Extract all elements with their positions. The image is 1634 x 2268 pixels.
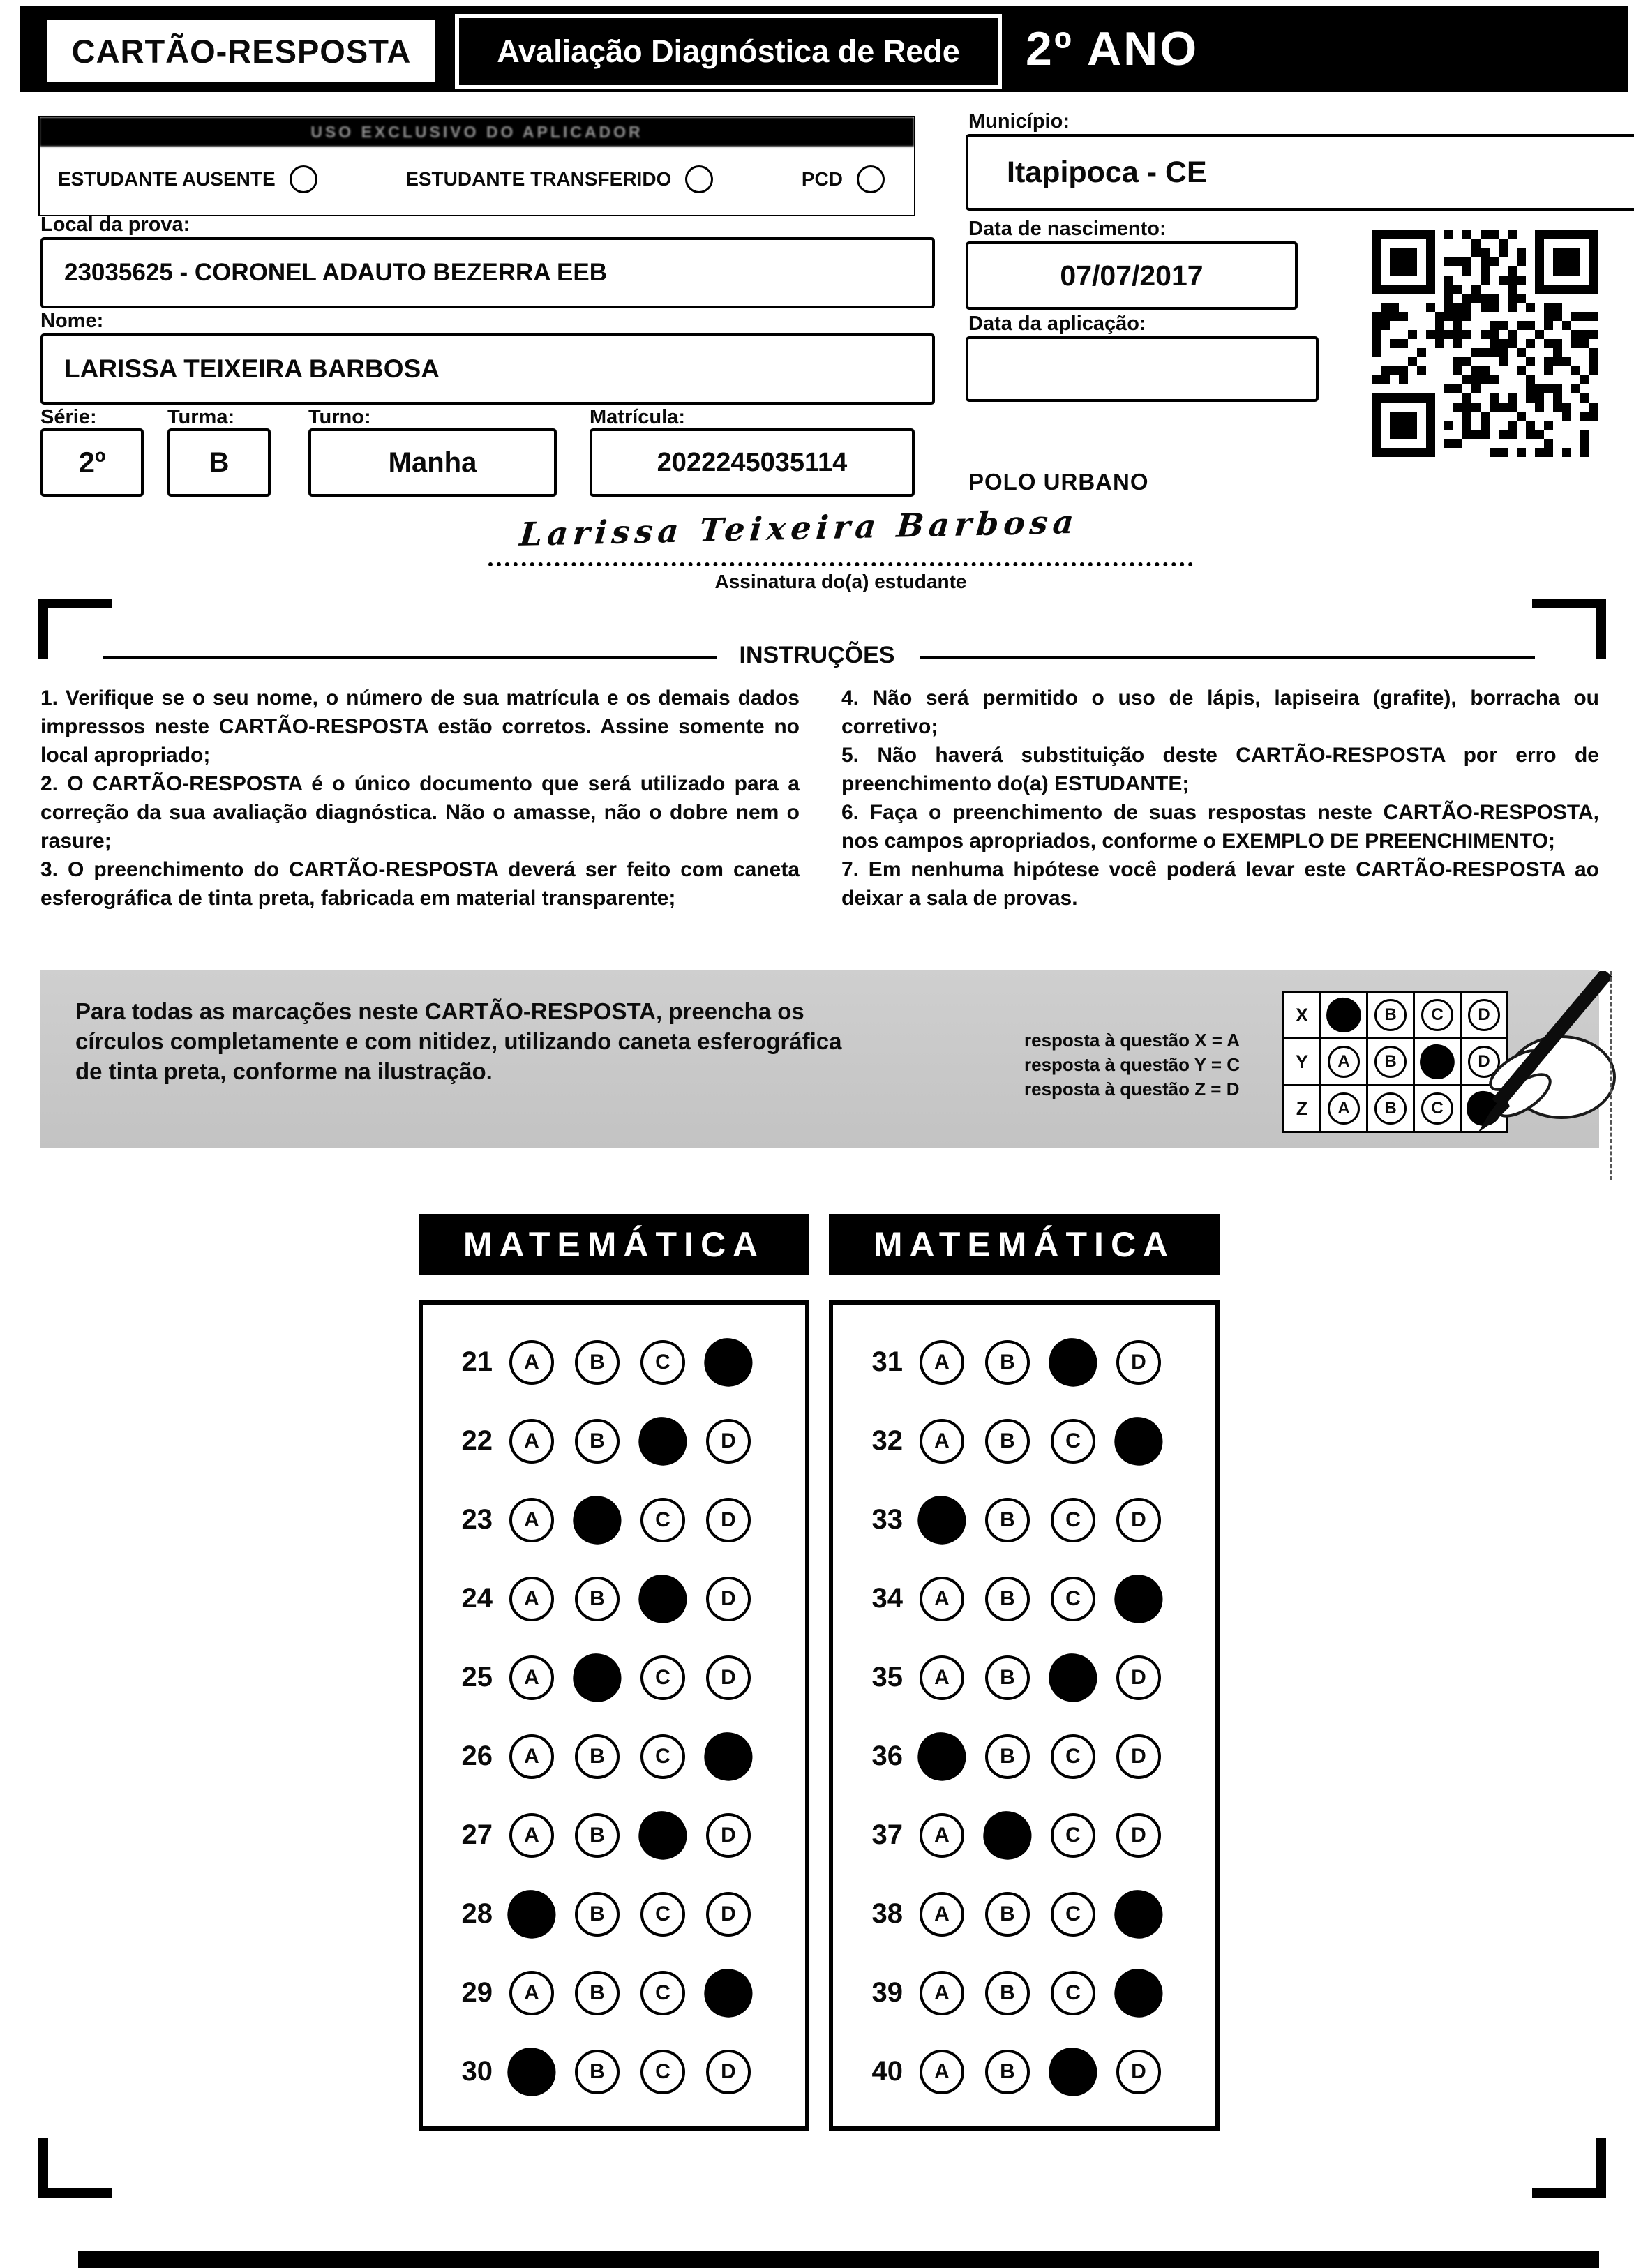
answer-bubble-29-A[interactable]: A xyxy=(509,1971,554,2015)
answer-bubble-30-C[interactable]: C xyxy=(640,2050,685,2094)
answer-bubble-40-B[interactable]: B xyxy=(985,2050,1030,2094)
answer-bubble-36-A[interactable] xyxy=(914,1729,969,1784)
question-row-21 xyxy=(423,1323,805,1402)
answer-bubble-25-B[interactable] xyxy=(569,1650,624,1705)
question-number: 24 xyxy=(461,1583,493,1614)
example-bubble-Z-B: B xyxy=(1374,1092,1407,1125)
answer-bubble-38-B[interactable]: B xyxy=(985,1892,1030,1937)
question-number: 35 xyxy=(871,1662,903,1692)
question-number: 26 xyxy=(461,1741,493,1771)
answer-bubble-26-B[interactable]: B xyxy=(575,1734,620,1779)
qr-code xyxy=(1372,230,1598,457)
answer-bubble-28-D[interactable]: D xyxy=(706,1892,751,1937)
data-aplicacao-label: Data da aplicação: xyxy=(968,313,1146,335)
question-number: 30 xyxy=(461,2056,493,2087)
answer-bubble-33-A[interactable] xyxy=(914,1492,969,1547)
answer-bubble-30-A[interactable] xyxy=(504,2044,559,2099)
question-number: 23 xyxy=(461,1504,493,1535)
matricula-label: Matrícula: xyxy=(590,406,685,428)
question-row-26 xyxy=(423,1717,805,1796)
instruction-item: 3. O preenchimento do CARTÃO-RESPOSTA deverá ser feito com caneta esferográfica de tinta preta, fabricada em material transparente; xyxy=(40,858,800,910)
answer-bubble-23-A[interactable]: A xyxy=(509,1498,554,1542)
question-row-33 xyxy=(833,1480,1215,1559)
matricula-field: 2022245035114 xyxy=(590,428,915,497)
answer-bubble-22-C[interactable] xyxy=(635,1413,690,1469)
question-row-29 xyxy=(423,1953,805,2032)
question-number: 29 xyxy=(461,1977,493,2008)
example-bubble-Z-A: A xyxy=(1328,1092,1360,1125)
answer-bubble-28-A[interactable] xyxy=(504,1886,559,1942)
question-row-22 xyxy=(423,1402,805,1480)
question-number: 22 xyxy=(461,1425,493,1456)
answer-bubble-27-A[interactable]: A xyxy=(509,1813,554,1858)
answer-bubble-35-B[interactable]: B xyxy=(985,1655,1030,1700)
example-cell xyxy=(1319,1084,1368,1133)
question-row-36 xyxy=(833,1717,1215,1796)
question-number: 39 xyxy=(871,1977,903,2008)
example-bubble-Y-D: D xyxy=(1468,1046,1500,1078)
local-da-prova-field: 23035625 - CORONEL ADAUTO BEZERRA EEB xyxy=(40,237,935,308)
grade-label: 2º ANO xyxy=(1026,22,1199,75)
instructions-right xyxy=(841,684,1599,913)
answer-bubble-36-B[interactable]: B xyxy=(985,1734,1030,1779)
answer-bubble-25-D[interactable]: D xyxy=(706,1655,751,1700)
answer-bubble-32-B[interactable]: B xyxy=(985,1419,1030,1464)
answer-bubble-33-B[interactable]: B xyxy=(985,1498,1030,1542)
answer-bubble-40-D[interactable]: D xyxy=(1116,2050,1161,2094)
question-row-30 xyxy=(423,2032,805,2111)
answer-bubble-38-D[interactable] xyxy=(1111,1886,1166,1942)
answer-bubble-29-C[interactable]: C xyxy=(640,1971,685,2015)
answer-bubble-39-C[interactable]: C xyxy=(1051,1971,1095,2015)
nome-field: LARISSA TEIXEIRA BARBOSA xyxy=(40,333,935,405)
answer-bubble-21-B[interactable]: B xyxy=(575,1340,620,1385)
example-cell xyxy=(1366,991,1415,1039)
example-bubble-X-D: D xyxy=(1468,999,1500,1031)
question-row-25 xyxy=(423,1638,805,1717)
answer-bubble-21-A[interactable]: A xyxy=(509,1340,554,1385)
example-bubble-Y-B: B xyxy=(1374,1046,1407,1078)
answer-bubble-37-D[interactable]: D xyxy=(1116,1813,1161,1858)
answer-bubble-24-D[interactable]: D xyxy=(706,1577,751,1621)
municipio-label: Município: xyxy=(968,110,1070,133)
answer-bubble-31-A[interactable]: A xyxy=(920,1340,964,1385)
answer-bubble-21-D[interactable] xyxy=(700,1335,756,1390)
question-row-27 xyxy=(423,1796,805,1875)
answer-bubble-33-D[interactable]: D xyxy=(1116,1498,1161,1542)
example-text: Para todas as marcações neste CARTÃO-RESPOSTA, preencha os círculos completamente e com nitidez, utilizando caneta esferográfica de tinta preta, conforme na ilustração. xyxy=(75,998,842,1084)
example-cell xyxy=(1319,991,1368,1039)
answer-bubble-33-C[interactable]: C xyxy=(1051,1498,1095,1542)
status-option-label: ESTUDANTE AUSENTE xyxy=(58,168,276,190)
answer-bubble-34-C[interactable]: C xyxy=(1051,1577,1095,1621)
instruction-item: 7. Em nenhuma hipótese você poderá levar este CARTÃO-RESPOSTA ao deixar a sala de provas. xyxy=(841,858,1599,910)
answer-bubble-35-D[interactable]: D xyxy=(1116,1655,1161,1700)
example-answer-line: resposta à questão X = A xyxy=(1024,1030,1240,1051)
turno-label: Turno: xyxy=(308,406,371,428)
section-header-matematica-2: MATEMÁTICA xyxy=(829,1214,1220,1275)
answer-bubble-32-C[interactable]: C xyxy=(1051,1419,1095,1464)
estudante-ausente-radio[interactable] xyxy=(290,165,317,193)
example-cell xyxy=(1366,1084,1415,1133)
answer-bubble-25-C[interactable]: C xyxy=(640,1655,685,1700)
serie-label: Série: xyxy=(40,406,97,428)
question-number: 34 xyxy=(871,1583,903,1614)
applicator-bar-label: USO EXCLUSIVO DO APLICADOR xyxy=(40,117,914,147)
estudante-transferido-radio[interactable] xyxy=(685,165,713,193)
local-da-prova-label: Local da prova: xyxy=(40,213,190,236)
example-right-dashed-line xyxy=(1610,971,1612,1180)
instruction-item: 6. Faça o preenchimento de suas respostas neste CARTÃO-RESPOSTA, nos campos apropriados, conforme o EXEMPLO DE PREENCHIMENTO; xyxy=(841,801,1599,853)
question-number: 36 xyxy=(871,1741,903,1771)
serie-field: 2º xyxy=(40,428,144,497)
answer-bubble-23-D[interactable]: D xyxy=(706,1498,751,1542)
answer-bubble-28-B[interactable]: B xyxy=(575,1892,620,1937)
answer-bubble-26-C[interactable]: C xyxy=(640,1734,685,1779)
turno-field: Manha xyxy=(308,428,557,497)
status-option-label: ESTUDANTE TRANSFERIDO xyxy=(405,168,672,190)
answer-bubble-36-D[interactable]: D xyxy=(1116,1734,1161,1779)
answer-bubble-32-A[interactable]: A xyxy=(920,1419,964,1464)
question-number: 38 xyxy=(871,1898,903,1929)
answer-bubble-38-A[interactable]: A xyxy=(920,1892,964,1937)
answer-bubble-39-A[interactable]: A xyxy=(920,1971,964,2015)
example-bubble-X-C: C xyxy=(1421,999,1453,1031)
applicator-section xyxy=(38,116,915,216)
answer-bubble-22-B[interactable]: B xyxy=(575,1419,620,1464)
example-answer-line: resposta à questão Y = C xyxy=(1024,1054,1241,1075)
instruction-item: 1. Verifique se o seu nome, o número de sua matrícula e os demais dados impressos neste CARTÃO-RESPOSTA estão corretos. Assine somente no local apropriado; xyxy=(40,686,800,767)
status-option-label: PCD xyxy=(801,168,843,190)
status-option-pcd xyxy=(802,165,885,193)
nome-label: Nome: xyxy=(40,310,104,332)
answer-bubble-38-C[interactable]: C xyxy=(1051,1892,1095,1937)
answer-bubble-35-C[interactable] xyxy=(1045,1650,1100,1705)
example-bubble-X-A xyxy=(1324,996,1364,1035)
answer-bubble-23-B[interactable] xyxy=(569,1492,624,1547)
answer-bubble-31-B[interactable]: B xyxy=(985,1340,1030,1385)
question-number: 32 xyxy=(871,1425,903,1456)
status-option-estudante-transferido xyxy=(405,165,713,193)
answer-bubble-25-A[interactable]: A xyxy=(509,1655,554,1700)
example-row-label: Y xyxy=(1282,1037,1321,1086)
example-bubble-Y-A: A xyxy=(1328,1046,1360,1078)
question-row-28 xyxy=(423,1875,805,1953)
answer-bubble-31-C[interactable] xyxy=(1045,1335,1100,1390)
answer-bubble-35-A[interactable]: A xyxy=(920,1655,964,1700)
question-row-31 xyxy=(833,1323,1215,1402)
answer-bubble-30-D[interactable]: D xyxy=(706,2050,751,2094)
answer-grid xyxy=(419,1300,809,2131)
question-number: 27 xyxy=(461,1819,493,1850)
registration-mark-bottom-left xyxy=(38,2138,112,2198)
turma-label: Turma: xyxy=(167,406,235,428)
exam-title: Avaliação Diagnóstica de Rede xyxy=(455,14,1002,89)
example-bubble-Z-C: C xyxy=(1421,1092,1453,1125)
question-row-34 xyxy=(833,1559,1215,1638)
question-row-24 xyxy=(423,1559,805,1638)
example-row-label: Z xyxy=(1282,1084,1321,1133)
question-number: 40 xyxy=(871,2056,903,2087)
data-nascimento-label: Data de nascimento: xyxy=(968,218,1167,240)
instructions-rule-left xyxy=(103,656,717,659)
answer-bubble-28-C[interactable]: C xyxy=(640,1892,685,1937)
answer-bubble-32-D[interactable] xyxy=(1111,1413,1166,1469)
example-cell xyxy=(1319,1037,1368,1086)
example-answer-line: resposta à questão Z = D xyxy=(1024,1079,1240,1099)
answer-bubble-40-A[interactable]: A xyxy=(920,2050,964,2094)
answer-bubble-21-C[interactable]: C xyxy=(640,1340,685,1385)
answer-bubble-24-B[interactable]: B xyxy=(575,1577,620,1621)
status-options xyxy=(40,147,914,212)
question-number: 25 xyxy=(461,1662,493,1692)
example-row-label: X xyxy=(1282,991,1321,1039)
answer-bubble-40-C[interactable] xyxy=(1045,2044,1100,2099)
registration-mark-bottom-right xyxy=(1532,2138,1606,2198)
instructions-title: INSTRUÇÕES xyxy=(739,642,895,668)
answer-bubble-29-B[interactable]: B xyxy=(575,1971,620,2015)
answer-bubble-29-D[interactable] xyxy=(700,1965,756,2020)
turma-field: B xyxy=(167,428,271,497)
instruction-item: 5. Não haverá substituição deste CARTÃO-RESPOSTA por erro de preenchimento do(a) ESTUDANTE; xyxy=(841,744,1599,795)
example-answer-lines xyxy=(1024,1028,1240,1102)
answer-bubble-22-D[interactable]: D xyxy=(706,1419,751,1464)
status-option-estudante-ausente xyxy=(58,165,317,193)
question-number: 28 xyxy=(461,1898,493,1929)
answer-bubble-24-A[interactable]: A xyxy=(509,1577,554,1621)
question-row-38 xyxy=(833,1875,1215,1953)
municipio-field: Itapipoca - CE xyxy=(966,134,1634,211)
question-number: 33 xyxy=(871,1504,903,1535)
answer-bubble-27-D[interactable]: D xyxy=(706,1813,751,1858)
question-row-32 xyxy=(833,1402,1215,1480)
data-aplicacao-field xyxy=(966,336,1319,402)
answer-bubble-30-B[interactable]: B xyxy=(575,2050,620,2094)
question-row-39 xyxy=(833,1953,1215,2032)
answer-bubble-23-C[interactable]: C xyxy=(640,1498,685,1542)
answer-bubble-27-C[interactable] xyxy=(635,1808,690,1863)
answer-bubble-37-C[interactable]: C xyxy=(1051,1813,1095,1858)
instruction-item: 2. O CARTÃO-RESPOSTA é o único documento que será utilizado para a correção da sua avaliação diagnóstica. Não o amasse, não o dobre nem o rasure; xyxy=(40,772,800,853)
answer-bubble-24-C[interactable] xyxy=(635,1571,690,1626)
polo-label: POLO URBANO xyxy=(968,469,1149,495)
answer-bubble-27-B[interactable]: B xyxy=(575,1813,620,1858)
card-title: CARTÃO-RESPOSTA xyxy=(45,17,438,85)
answer-grid xyxy=(829,1300,1220,2131)
answer-bubble-34-D[interactable] xyxy=(1111,1571,1166,1626)
question-number: 37 xyxy=(871,1819,903,1850)
answer-bubble-31-D[interactable]: D xyxy=(1116,1340,1161,1385)
answer-bubble-39-D[interactable] xyxy=(1111,1965,1166,2020)
example-bubble-X-B: B xyxy=(1374,999,1407,1031)
answer-bubble-36-C[interactable]: C xyxy=(1051,1734,1095,1779)
question-row-35 xyxy=(833,1638,1215,1717)
answer-bubble-37-B[interactable] xyxy=(980,1808,1035,1863)
hand-with-pen-illustration xyxy=(1441,971,1619,1148)
example-cell xyxy=(1366,1037,1415,1086)
answer-bubble-39-B[interactable]: B xyxy=(985,1971,1030,2015)
question-number: 31 xyxy=(871,1346,903,1377)
student-signature-handwriting: Larissa Teixeira Barbosa xyxy=(518,502,1081,553)
answer-bubble-26-A[interactable]: A xyxy=(509,1734,554,1779)
section-header-matematica-1: MATEMÁTICA xyxy=(419,1214,809,1275)
question-row-23 xyxy=(423,1480,805,1559)
question-row-37 xyxy=(833,1796,1215,1875)
answer-bubble-37-A[interactable]: A xyxy=(920,1813,964,1858)
pcd-radio[interactable] xyxy=(857,165,885,193)
answer-bubble-22-A[interactable]: A xyxy=(509,1419,554,1464)
bottom-timing-bar xyxy=(78,2251,1599,2268)
instructions-rule-right xyxy=(920,656,1535,659)
question-number: 21 xyxy=(461,1346,493,1377)
question-row-40 xyxy=(833,2032,1215,2111)
signature-caption: Assinatura do(a) estudante xyxy=(714,571,967,592)
answer-bubble-34-B[interactable]: B xyxy=(985,1577,1030,1621)
answer-bubble-26-D[interactable] xyxy=(700,1729,756,1784)
instructions-left xyxy=(40,684,800,913)
instruction-item: 4. Não será permitido o uso de lápis, lapiseira (grafite), borracha ou corretivo; xyxy=(841,686,1599,738)
data-nascimento-field: 07/07/2017 xyxy=(966,241,1298,310)
answer-bubble-34-A[interactable]: A xyxy=(920,1577,964,1621)
